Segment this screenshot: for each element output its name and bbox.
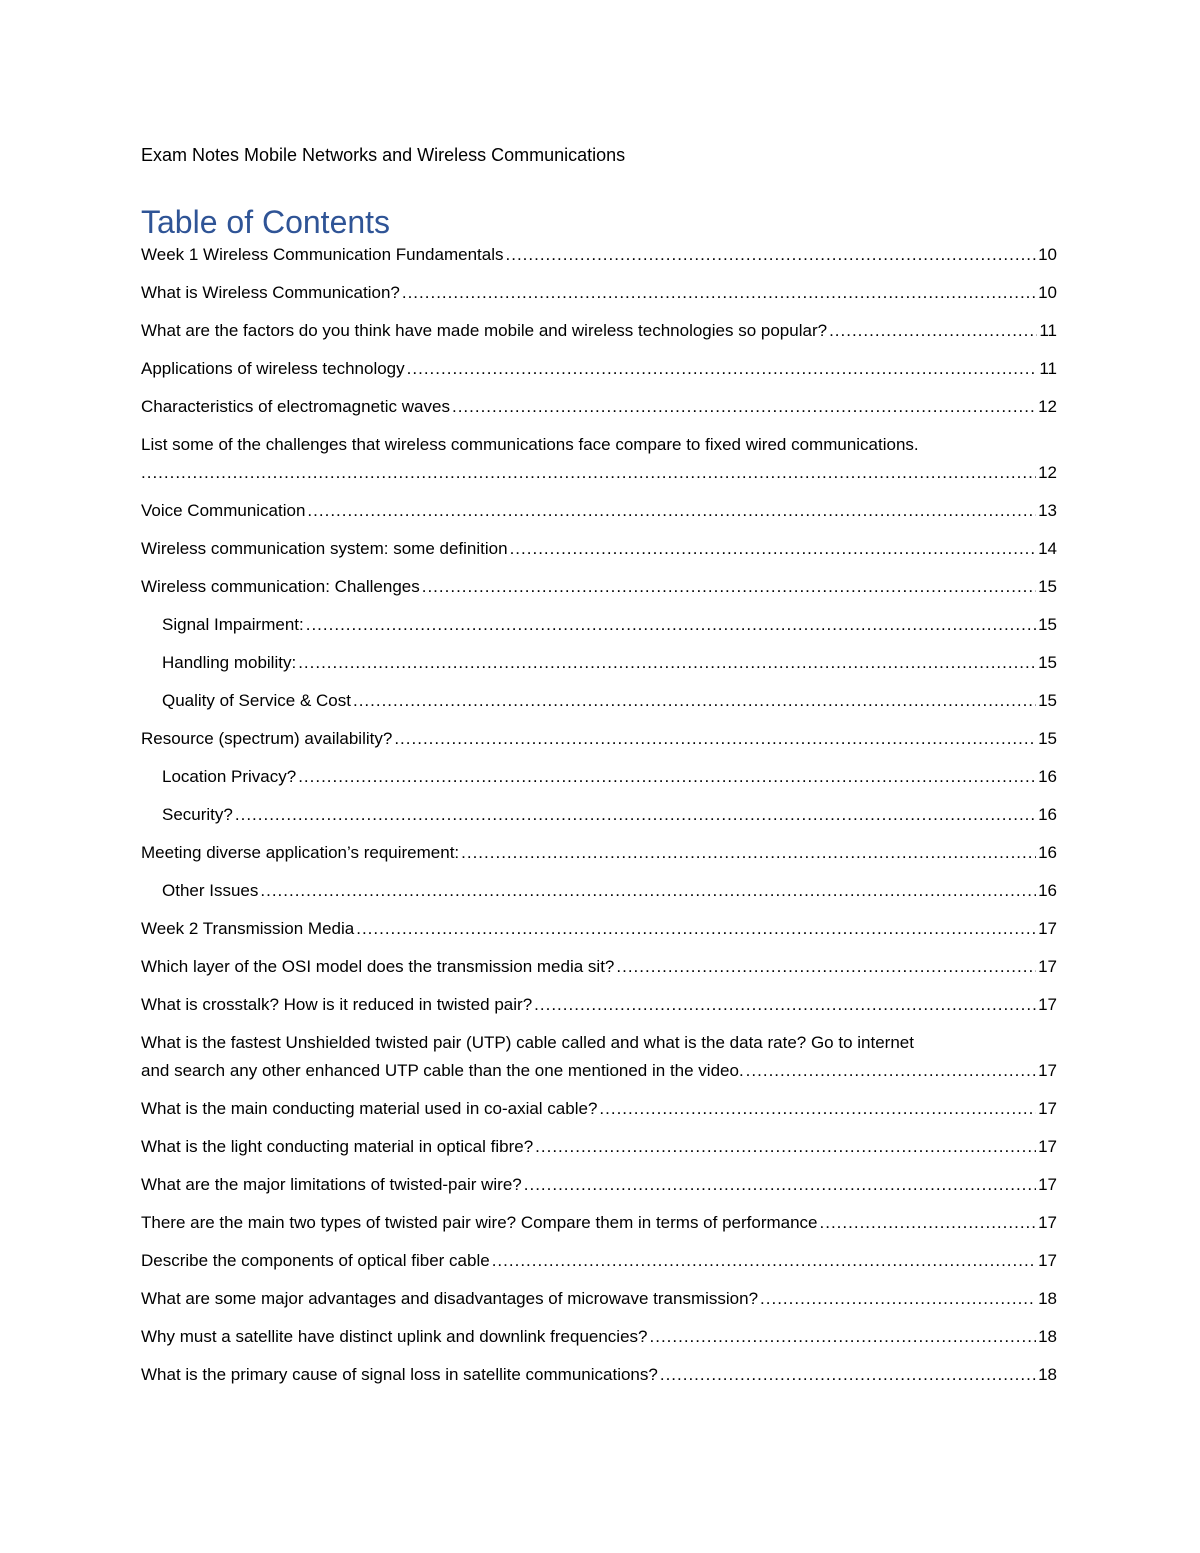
toc-page-number: 17 xyxy=(1038,1061,1057,1080)
toc-page-number: 12 xyxy=(1038,397,1057,416)
toc-dot-leader xyxy=(534,994,1036,1016)
toc-dot-leader xyxy=(660,1364,1036,1386)
toc-entry[interactable] xyxy=(141,1098,1057,1120)
toc-page-number: 10 xyxy=(1038,245,1057,264)
toc-entry-label: Voice Communication xyxy=(141,501,306,520)
toc-page-number: 18 xyxy=(1038,1365,1057,1384)
toc-dot-leader xyxy=(524,1174,1036,1196)
toc-page-number: 11 xyxy=(1039,321,1057,340)
toc-entry-label: What are the factors do you think have made mobile and wireless technologies so popular? xyxy=(141,321,828,340)
toc-dot-leader xyxy=(829,320,1037,342)
toc-entry-label: Signal Impairment: xyxy=(162,615,304,634)
toc-entry[interactable] xyxy=(141,956,1057,978)
toc-dot-leader xyxy=(260,880,1036,902)
toc-page-number: 15 xyxy=(1038,653,1057,672)
toc-page-number: 17 xyxy=(1038,1251,1057,1270)
toc-entry-continuation xyxy=(141,462,1057,484)
toc-dot-leader xyxy=(599,1098,1036,1120)
toc-dot-leader xyxy=(235,804,1036,826)
toc-entry[interactable] xyxy=(141,500,1057,522)
toc-entry[interactable] xyxy=(141,244,1057,266)
toc-entry[interactable] xyxy=(141,282,1057,304)
toc-entry-label: Wireless communication: Challenges xyxy=(141,577,420,596)
toc-page-number: 18 xyxy=(1038,1327,1057,1346)
toc-page-number: 16 xyxy=(1038,805,1057,824)
toc-entry[interactable] xyxy=(141,690,1057,712)
toc-dot-leader xyxy=(452,396,1036,418)
toc-dot-leader xyxy=(422,576,1036,598)
toc-dot-leader xyxy=(510,538,1037,560)
toc-dot-leader xyxy=(492,1250,1036,1272)
toc-page-number: 12 xyxy=(1038,463,1057,482)
toc-page-number: 14 xyxy=(1038,539,1057,558)
toc-entry[interactable] xyxy=(141,1364,1057,1386)
toc-entry-label: Security? xyxy=(162,805,233,824)
toc-dot-leader xyxy=(298,766,1036,788)
toc-entry[interactable] xyxy=(141,880,1057,902)
toc-entry-label: Handling mobility: xyxy=(162,653,297,672)
toc-page-number: 16 xyxy=(1038,843,1057,862)
toc-entry-label: What is crosstalk? How is it reduced in twisted pair? xyxy=(141,995,533,1014)
toc-page-number: 13 xyxy=(1038,501,1057,520)
toc-page-number: 15 xyxy=(1038,691,1057,710)
toc-entry-label: Location Privacy? xyxy=(162,767,297,786)
toc-dot-leader xyxy=(394,728,1036,750)
toc-entry[interactable] xyxy=(141,1250,1057,1272)
toc-dot-leader xyxy=(298,652,1036,674)
toc-entry[interactable] xyxy=(141,652,1057,674)
toc-entry[interactable] xyxy=(141,1174,1057,1196)
toc-dot-leader xyxy=(307,500,1036,522)
toc-dot-leader xyxy=(746,1060,1036,1082)
toc-page-number: 11 xyxy=(1039,359,1057,378)
toc-page-number: 18 xyxy=(1038,1289,1057,1308)
toc-entry[interactable] xyxy=(141,434,1057,484)
toc-page-number: 16 xyxy=(1038,881,1057,900)
toc-dot-leader xyxy=(306,614,1036,636)
toc-page-number: 16 xyxy=(1038,767,1057,786)
toc-entry[interactable] xyxy=(141,1288,1057,1310)
toc-page-number: 17 xyxy=(1038,1137,1057,1156)
toc-entry-label: What is the fastest Unshielded twisted pair (UTP) cable called and what is the data rate? Go to internet xyxy=(141,1033,914,1052)
toc-dot-leader xyxy=(407,358,1038,380)
toc-entry[interactable] xyxy=(141,842,1057,864)
toc-entry-label: Characteristics of electromagnetic waves xyxy=(141,397,450,416)
toc-page-number: 17 xyxy=(1038,995,1057,1014)
toc-entry-label: What are the major limitations of twisted-pair wire? xyxy=(141,1175,522,1194)
toc-page-number: 17 xyxy=(1038,1099,1057,1118)
toc-entry[interactable] xyxy=(141,358,1057,380)
toc-dot-leader xyxy=(506,244,1037,266)
toc-entry-label: List some of the challenges that wireless communications face compare to fixed wired communications. xyxy=(141,435,919,454)
toc-page-number: 17 xyxy=(1038,1213,1057,1232)
toc-entry-label: Quality of Service & Cost xyxy=(162,691,351,710)
toc-entry-label: Wireless communication system: some definition xyxy=(141,539,508,558)
toc-dot-leader xyxy=(141,462,1036,484)
toc-page-number: 15 xyxy=(1038,577,1057,596)
toc-entry[interactable] xyxy=(141,918,1057,940)
toc-entry-label: Describe the components of optical fiber cable xyxy=(141,1251,490,1270)
toc-entry-label: Why must a satellite have distinct uplink and downlink frequencies? xyxy=(141,1327,648,1346)
toc-dot-leader xyxy=(353,690,1036,712)
toc-entry-label: What is the main conducting material used in co-axial cable? xyxy=(141,1099,598,1118)
toc-entry-label: There are the main two types of twisted pair wire? Compare them in terms of performance xyxy=(141,1213,818,1232)
table-of-contents xyxy=(141,244,1057,1402)
toc-entry[interactable] xyxy=(141,538,1057,560)
toc-entry-label: Other Issues xyxy=(162,881,259,900)
toc-entry[interactable] xyxy=(141,1326,1057,1348)
toc-entry-label: Which layer of the OSI model does the transmission media sit? xyxy=(141,957,615,976)
toc-page-number: 15 xyxy=(1038,615,1057,634)
toc-entry[interactable] xyxy=(141,1136,1057,1158)
toc-entry-label: Week 2 Transmission Media xyxy=(141,919,355,938)
document-header: Exam Notes Mobile Networks and Wireless Communications xyxy=(141,145,626,165)
toc-page-number: 15 xyxy=(1038,729,1057,748)
toc-entry[interactable] xyxy=(141,728,1057,750)
toc-dot-leader xyxy=(402,282,1036,304)
toc-entry-continuation xyxy=(141,1060,1057,1082)
toc-page-number: 17 xyxy=(1038,957,1057,976)
toc-entry-label: What is the light conducting material in optical fibre? xyxy=(141,1137,534,1156)
toc-entry[interactable] xyxy=(141,1032,1057,1082)
toc-page-number: 17 xyxy=(1038,1175,1057,1194)
toc-entry-label: What is Wireless Communication? xyxy=(141,283,400,302)
toc-dot-leader xyxy=(820,1212,1037,1234)
toc-title: Table of Contents xyxy=(141,204,391,240)
toc-entry[interactable] xyxy=(141,396,1057,418)
toc-entry-label: What is the primary cause of signal loss in satellite communications? xyxy=(141,1365,658,1384)
toc-dot-leader xyxy=(356,918,1036,940)
toc-entry[interactable] xyxy=(141,576,1057,598)
toc-entry[interactable] xyxy=(141,766,1057,788)
toc-page-number: 10 xyxy=(1038,283,1057,302)
toc-dot-leader xyxy=(461,842,1036,864)
toc-entry-label: Meeting diverse application’s requirement: xyxy=(141,843,460,862)
toc-entry[interactable] xyxy=(141,614,1057,636)
toc-entry-label: Applications of wireless technology xyxy=(141,359,405,378)
toc-entry-label: Week 1 Wireless Communication Fundamentals xyxy=(141,245,504,264)
toc-entry[interactable] xyxy=(141,320,1057,342)
toc-dot-leader xyxy=(616,956,1036,978)
toc-entry-label-continued: and search any other enhanced UTP cable than the one mentioned in the video. xyxy=(141,1061,744,1080)
toc-entry-label: What are some major advantages and disadvantages of microwave transmission? xyxy=(141,1289,759,1308)
toc-dot-leader xyxy=(535,1136,1036,1158)
toc-page-number: 17 xyxy=(1038,919,1057,938)
toc-dot-leader xyxy=(650,1326,1037,1348)
toc-entry-label: Resource (spectrum) availability? xyxy=(141,729,393,748)
toc-entry[interactable] xyxy=(141,1212,1057,1234)
toc-entry[interactable] xyxy=(141,804,1057,826)
toc-dot-leader xyxy=(760,1288,1036,1310)
toc-entry[interactable] xyxy=(141,994,1057,1016)
